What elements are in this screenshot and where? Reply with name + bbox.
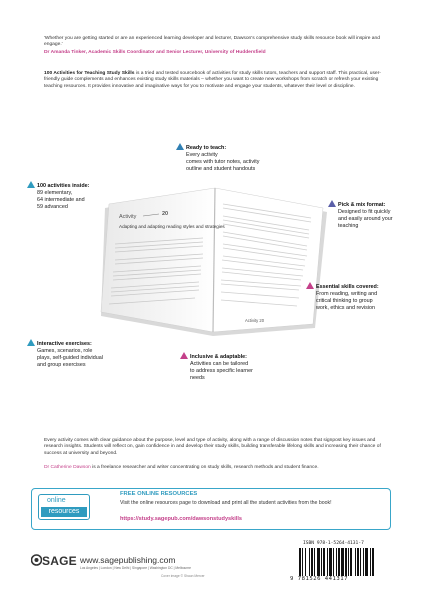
open-book-image: [95, 160, 335, 340]
feature-title: Essential skills covered:: [316, 284, 379, 290]
triangle-bullet-icon: [306, 282, 314, 289]
feature-essential-skills: [316, 284, 416, 312]
feature-body: 89 elementary, 64 intermediate and 59 advanced: [37, 190, 85, 210]
book-page-heading: Adapting and adapting reading styles and strategies: [119, 224, 225, 229]
book-page-number: 20: [162, 211, 169, 217]
feature-title: 100 activities inside:: [37, 183, 90, 189]
feature-interactive-exercises: [37, 341, 137, 369]
triangle-bullet-icon: [27, 181, 35, 188]
book-description: [44, 71, 392, 90]
online-resources-heading: FREE ONLINE RESOURCES: [120, 491, 198, 497]
author-bio-text: is a freelance researcher and writer concentrating on study skills, research methods and student finance.: [90, 465, 319, 470]
feature-inclusive-adaptable: [190, 354, 290, 382]
triangle-bullet-icon: [180, 352, 188, 359]
feature-body: From reading, writing and critical thinking to group work, ethics and revision: [316, 291, 378, 311]
online-resources-text: Visit the online resources page to download and print all the student activities from the book!: [120, 500, 332, 506]
isbn-number: 9 781526 441317: [290, 576, 349, 582]
book-page-footer: Activity 20: [245, 318, 265, 323]
endorsement-quote: 'Whether you are getting started or are an experienced learning developer and lecturer, Dawson's comprehensive study skills resource book will inspire and engage.': [44, 36, 380, 48]
book-title: 100 Activities for Teaching Study Skills: [44, 71, 135, 76]
feature-title: Inclusive & adaptable:: [190, 354, 247, 360]
badge-label-online: online: [47, 497, 66, 504]
online-resources-link[interactable]: https://study.sagepub.com/dawsonstudyskills: [120, 516, 243, 522]
isbn-label: ISBN 978-1-5264-4131-7: [303, 541, 364, 546]
cover-credit: Cover image © Shaun Mercer: [161, 574, 205, 578]
triangle-bullet-icon: [176, 143, 184, 150]
book-description-text: is a tried and tested sourcebook of activities for study skills tutors, teachers and support staff. This practical, user-friendly guide complements and enhances existing study skills materials – whether you want to create new workshops from scratch or refresh your existing teaching resources. It provides innovative and imaginative ways for you to motivate and engage your students, whatever their level or discipline.: [44, 71, 381, 89]
feature-activities-inside: [37, 183, 127, 211]
badge-label-resources: resources: [41, 507, 87, 517]
sage-logo: [31, 554, 77, 568]
publisher-cities: Los Angeles | London | New Delhi | Singapore | Washington DC | Melbourne: [80, 566, 192, 570]
sage-mark-icon: [31, 554, 42, 566]
feature-body: Activities can be tailored to address specific learner needs: [190, 361, 253, 381]
feature-body: Designed to fit quickly and easily around your teaching: [338, 209, 393, 229]
feature-ready-to-teach: [186, 145, 296, 173]
feature-body: Every activity comes with tutor notes, activity outline and student handouts: [186, 152, 260, 172]
triangle-bullet-icon: [27, 339, 35, 346]
closing-paragraph: Every activity comes with clear guidance about the purpose, level and type of activity, along with a range of discussion notes that signpost key issues and research insights. Students will reflect on, gain confidence in and develop their study skills, building transferable lifelong skills and increasing their chance of success at university and beyond.: [44, 438, 381, 456]
feature-title: Interactive exercises:: [37, 341, 92, 347]
online-resources-badge: [38, 494, 90, 520]
book-page-label: Activity: [119, 214, 137, 220]
author-bio: [44, 465, 384, 471]
sage-logo-text: SAGE: [42, 554, 77, 568]
feature-pick-and-mix: [338, 202, 418, 230]
triangle-bullet-icon: [328, 200, 336, 207]
feature-body: Games, scenarios, role plays, self-guided individual and group exercises: [37, 348, 103, 368]
author-name: Dr Catherine Dawson: [44, 465, 91, 470]
publisher-url[interactable]: www.sagepublishing.com: [80, 555, 176, 565]
book-illustration: [95, 160, 335, 340]
endorsement-source: Dr Amanda Tinker, Academic Skills Coordinator and Senior Lecturer, University of Huddersfield: [44, 50, 266, 55]
feature-title: Pick & mix format:: [338, 202, 386, 208]
feature-title: Ready to teach:: [186, 145, 227, 151]
